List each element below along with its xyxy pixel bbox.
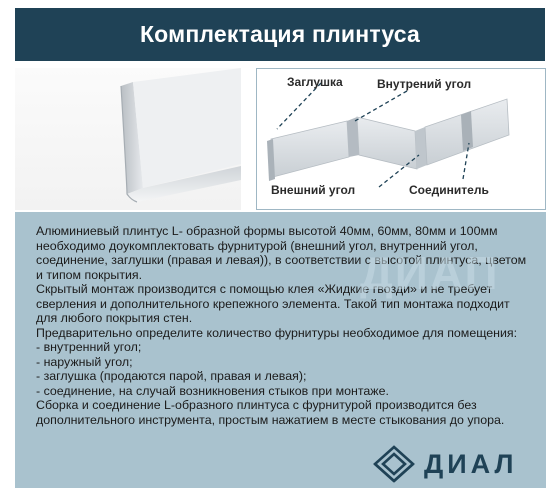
connector-icon <box>461 111 473 151</box>
skirting-profile-photo <box>15 68 241 210</box>
middle-skirting-strip <box>357 117 417 169</box>
info-description: Алюминиевый плинтус L- образной формы высотой 40мм, 60мм, 80мм и 100мм необходимо доукомплектовать фурнитурой (внешний угол, внутренний угол, соединение, заглушки (правая и левая)), в соответствии с высотой плинтуса, цветом и типом покрытия. Скрытый монтаж производится с помощью клея «Жидкие гвозди» и не требует сверления и дополнительного крепежного элемента. Такой тип монтажа подходит для любого покрытия стен. Предварительно определите количество фурнитуры необходимое для помещения: - внутренний угол; - наружный угол; - заглушка (продаются парой, правая и левая); - соединение, на случай возникновения стыков при монтаже. Сборка и соединение L-образного плинтуса с фурнитурой производится без дополнительного инструмента, простым нажатием в месте стыкования до упора. <box>36 224 527 427</box>
page-title: Комплектация плинтуса <box>139 21 421 47</box>
outer-corner-label: Внешний угол <box>271 183 356 197</box>
inner-corner-label: Внутрений угол <box>377 77 472 91</box>
brand-logo <box>372 444 532 484</box>
left-skirting-strip <box>271 121 349 177</box>
accessories-photo <box>256 68 546 210</box>
logo-text: ДИАЛ <box>424 448 518 479</box>
end-cap-leader <box>277 83 321 129</box>
watermark-logo: ДИАП <box>360 247 500 299</box>
connector-label: Соединитель <box>409 183 489 197</box>
skirting-profile-illustration <box>15 68 241 210</box>
end-cap-label: Заглушка <box>287 75 343 89</box>
header-banner <box>15 8 545 61</box>
diamond-logo-icon <box>372 444 416 484</box>
inner-corner-leader <box>355 91 407 121</box>
